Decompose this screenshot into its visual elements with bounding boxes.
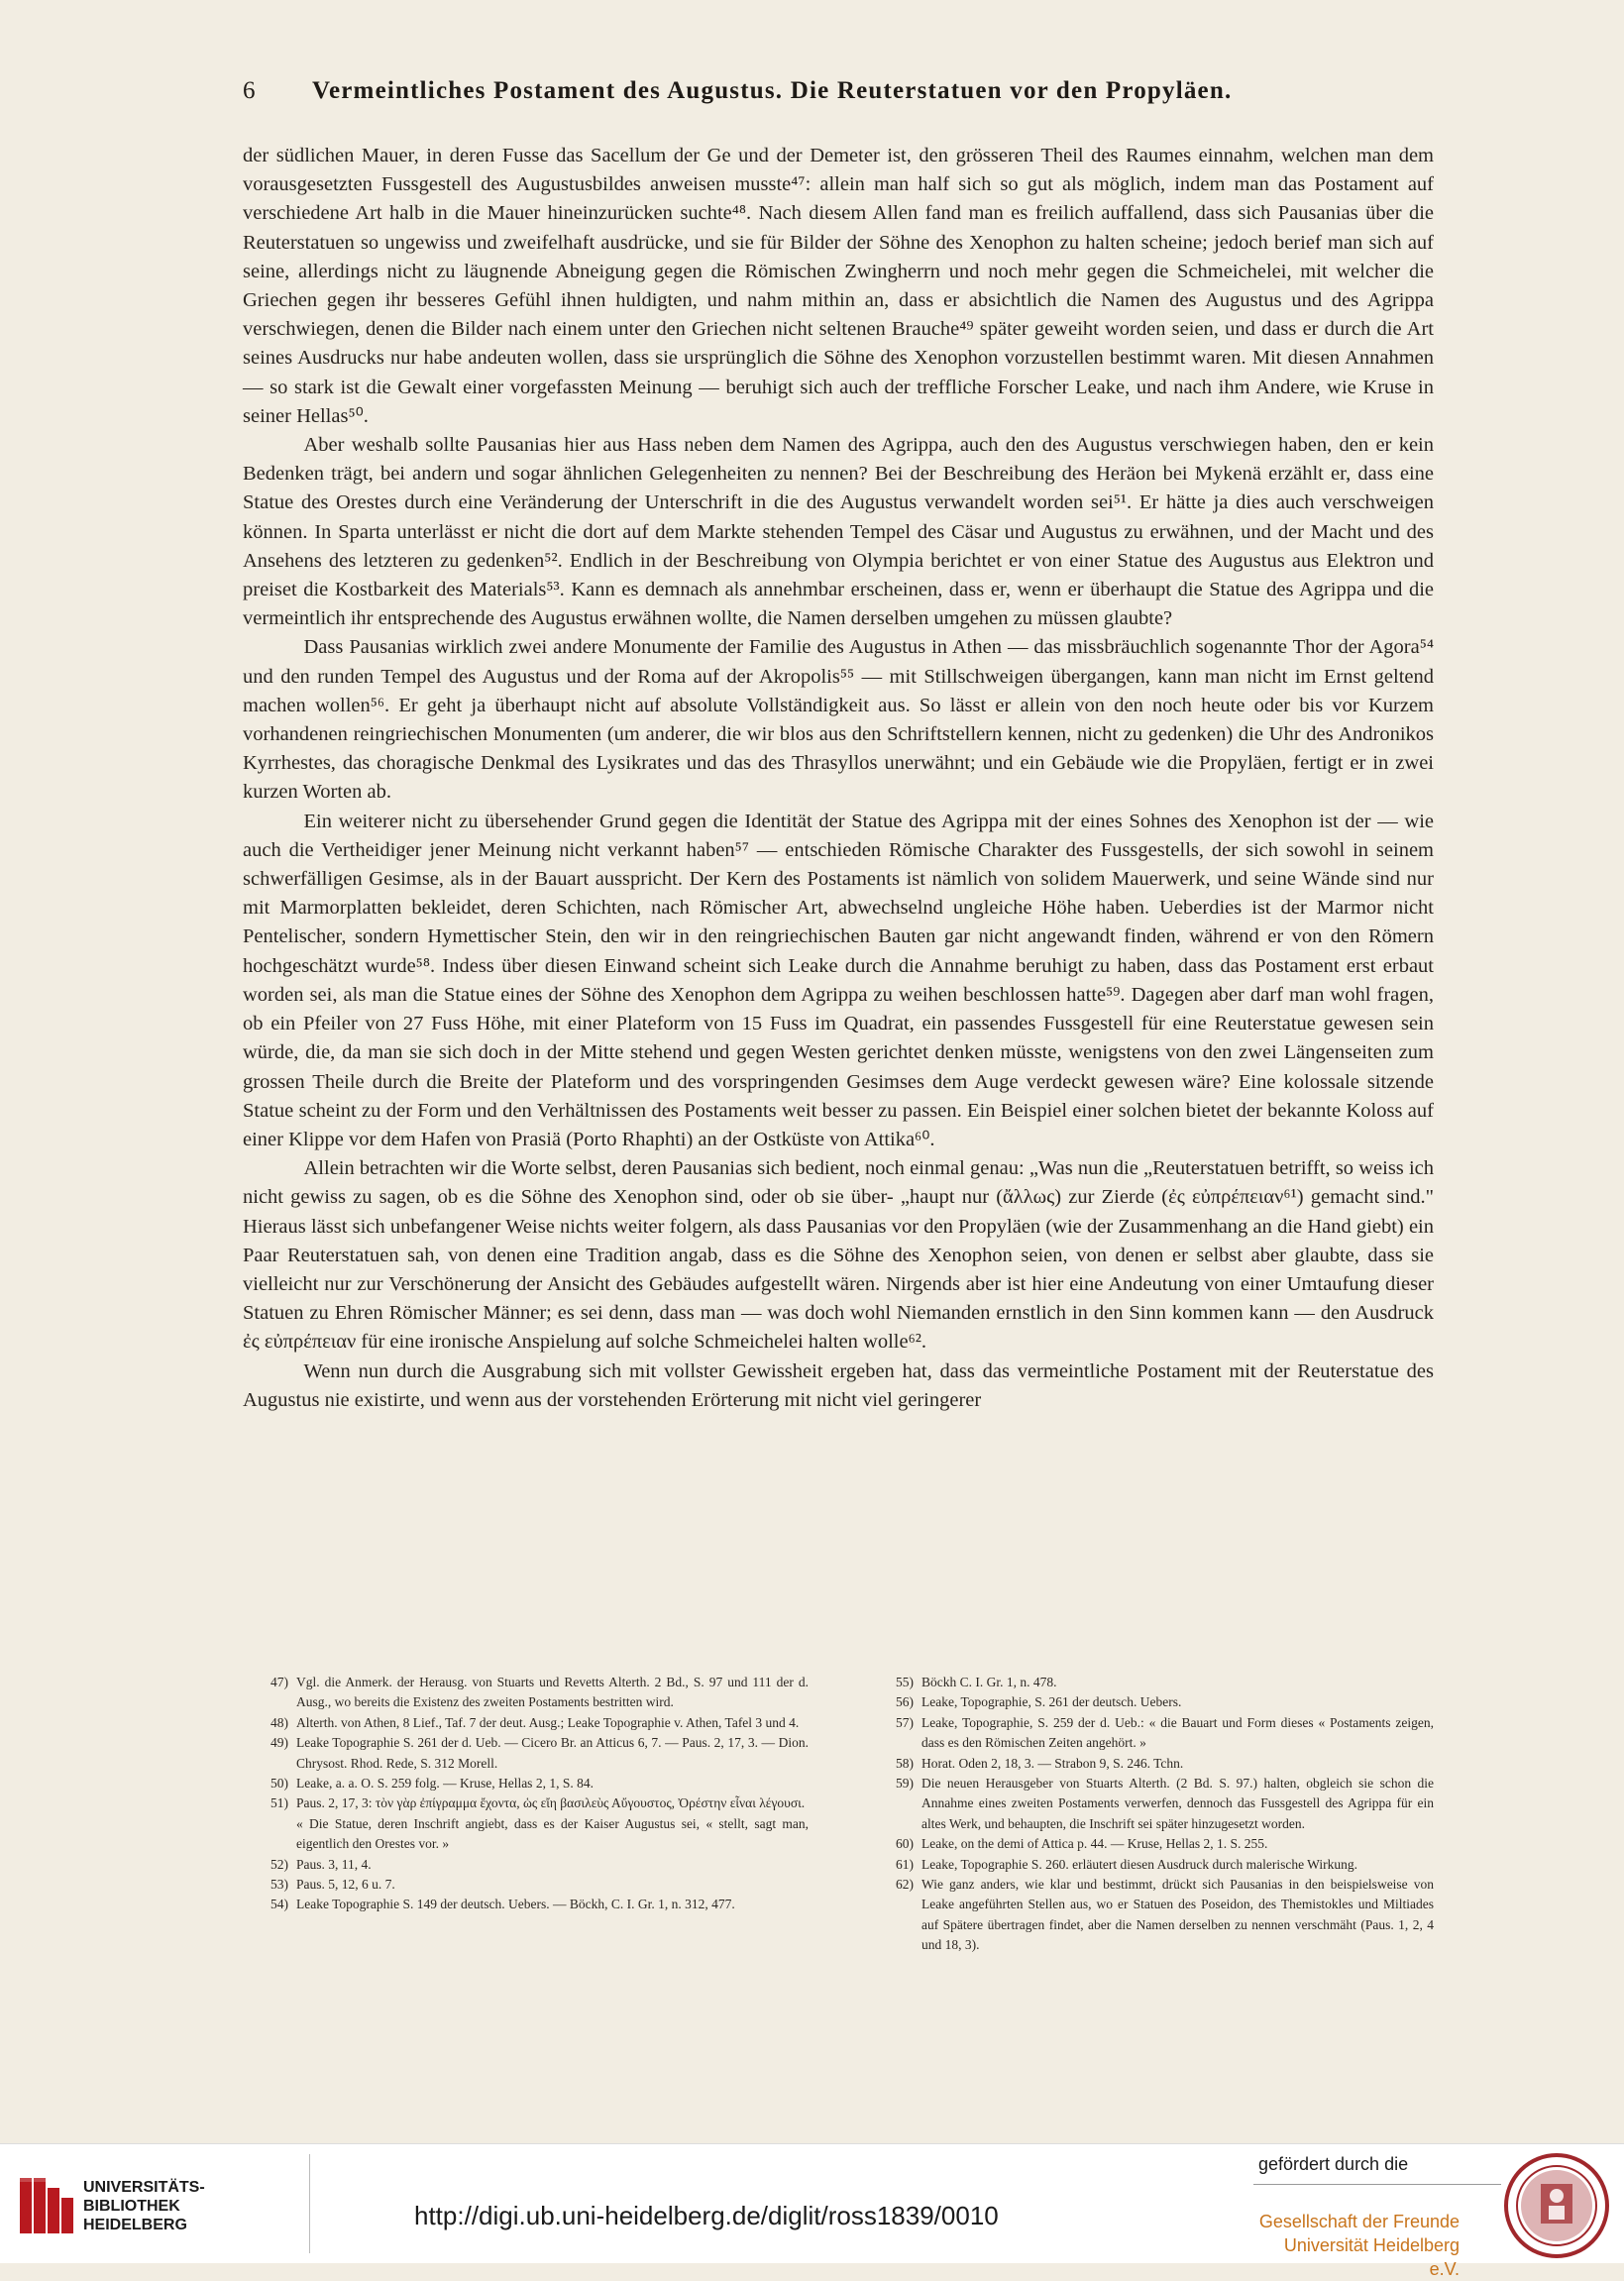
footnote-text: Paus. 2, 17, 3: τὸν γὰρ ἐπίγραμμα ἔχοντα, ὡς εἴη βασιλεὺς Αὔγουστος, Ὀρέστην εἶναι λέγουσι. [296, 1795, 806, 1811]
page-number: 6 [243, 77, 257, 104]
footnote [868, 1673, 1434, 1692]
footnote [243, 1875, 809, 1895]
footnote [868, 1774, 1434, 1834]
footnote-number: 51) [271, 1795, 288, 1811]
footnote-text: Leake, Topographie, S. 261 der deutsch. Uebers. [921, 1694, 1182, 1710]
footnote-continuation [243, 1814, 809, 1855]
library-name-line: BIBLIOTHEK [83, 2198, 180, 2215]
footnote [868, 1875, 1434, 1956]
paragraph: Aber weshalb sollte Pausanias hier aus Hass neben dem Namen des Agrippa, auch den des Augustus verschwiegen haben, den er kein Bedenken trägt, bei andern und sogar ähnlichen Gelegenheiten zu nennen? Bei der Beschreibung des Heräon bei Mykenä erzählt er, dass eine Statue des Orestes durch eine Veränderung der Unterschrift in die des Augustus verwandelt worden sei⁵¹. Er hätte ja dies auch verschweigen können. In Sparta unterlässt er nicht die dort auf dem Markte stehenden Tempel des Cäsar und Augustus zu erwähnen, und der Macht und des Ansehens des letzteren zu gedenken⁵². Endlich in der Beschreibung von Olympia berichtet er von einer Statue des Augustus aus Elektron und preiset die Kostbarkeit des Materials⁵³. Kann es demnach als annehmbar erscheinen, dass er, wenn er überhaupt die Statue des Agrippa und die vermeintlich ihr entsprechende des Augustus erwähnen wollte, die Namen derselben umgehen zu müssen glaubte? [243, 434, 1434, 630]
footnote [243, 1895, 809, 1914]
footnote-number: 54) [271, 1897, 288, 1912]
society-name[interactable] [1256, 2210, 1460, 2281]
footnote [243, 1855, 809, 1875]
footnote [243, 1774, 809, 1793]
library-logo-icon [20, 2178, 73, 2233]
digitization-footer [0, 2143, 1624, 2279]
library-name-line: HEIDELBERG [83, 2217, 187, 2233]
footnote-number: 62) [896, 1877, 914, 1893]
footnote [243, 1673, 809, 1713]
library-name [83, 2178, 205, 2234]
footnote-text: « Die Statue, deren Inschrift angiebt, dass es der Kaiser Augustus sei, « stellt, sagt man, eigentlich den Orestes vor. » [296, 1815, 809, 1852]
funded-divider [1253, 2184, 1501, 2185]
footnote-text: Leake, on the demi of Attica p. 44. — Kruse, Hellas 2, 1. S. 255. [921, 1836, 1268, 1852]
footnote-number: 55) [896, 1675, 914, 1689]
footnote [243, 1793, 809, 1813]
footnote-text: Wie ganz anders, wie klar und bestimmt, drückt sich Pausanias in den beispielsweise von Leake angeführten Stellen aus, wo er Statuen des Poseidon, des Themistokles und Miltiades auf Spätere übertragen findet, aber die Namen derselben zu nennen verschmäht (Paus. 1, 2, 4 und 18, 3). [921, 1877, 1434, 1953]
footnote-number: 47) [271, 1675, 288, 1689]
footnote-number: 49) [271, 1735, 288, 1751]
paragraph: Ein weiterer nicht zu übersehender Grund gegen die Identität der Statue des Agrippa mit der eines Sohnes des Xenophon ist der — wie auch die Vertheidiger jener Meinung nicht verkannt haben⁵⁷ — entschieden Römische Charakter des Fussgestells, der sich sowohl in seinem schwerfälligen Gesimse, als in der Bauart ausspricht. Der Kern des Postaments ist nämlich von solidem Mauerwerk, und seine Wände sind nur mit Marmorplatten bekleidet, deren Schichten, nach Römischer Art, abwechselnd ungleiche Höhe haben. Ueberdies ist der Marmor nicht Pentelischer, sondern Hymettischer Stein, den wir in den reingriechischen Bauten gar nicht angewandt finden, während er von den Römern hochgeschätzt wurde⁵⁸. Indess über diesen Einwand scheint sich Leake durch die Annahme beruhigt zu haben, dass das Postament erst erbaut worden sei, als man die Statue eines der Söhne des Xenophon dem Agrippa zu weihen beschlossen hatte⁵⁹. Dagegen aber darf man wohl fragen, ob ein Pfeiler von 27 Fuss Höhe, mit einer Plateform von 15 Fuss im Quadrat, ein passendes Fussgestell für eine Reuterstatue gewesen sein würde, die, da man sie sich doch in der Mitte stehend und gegen Westen gerichtet denken müsste, wenigstens von den zwei Längenseiten zum grossen Theile durch die Breite der Plateform und des vorspringenden Gesimses dem Auge verdeckt gewesen wäre? Eine kolossale sitzende Statue scheint zu der Form und den Verhältnissen des Postaments weit besser zu passen. Ein Beispiel einer solchen bietet der bekannte Koloss auf einer Klippe vor dem Hafen von Prasiä (Porto Rhaphti) an der Ostküste von Attika⁶⁰. [243, 810, 1434, 1150]
footnote-number: 53) [271, 1877, 288, 1893]
footnote-text: Leake, a. a. O. S. 259 folg. — Kruse, Hellas 2, 1, S. 84. [296, 1776, 594, 1792]
paragraph: Wenn nun durch die Ausgrabung sich mit vollster Gewissheit ergeben hat, dass das vermeintliche Postament mit der Reuterstatue des Augustus nie existirte, und wenn aus der vorstehenden Erörterung mit nicht viel geringerer [243, 1359, 1434, 1411]
footnote-number: 56) [896, 1694, 914, 1710]
library-name-line: UNIVERSITÄTS- [83, 2179, 205, 2196]
paragraph: der südlichen Mauer, in deren Fusse das Sacellum der Ge und der Demeter ist, den grösseren Theil des Raumes einnahm, welchen man dem vorausgesetzten Fussgestell des Augustusbildes anweisen musste⁴⁷: allein man half sich so gut als möglich, indem man das Postament auf verschiedene Art halb in die Mauer hineinzurücken suchte⁴⁸. Nach diesem Allen fand man es freilich auffallend, dass sich Pausanias über die Reuterstatuen so ungewiss und zweifelhaft ausdrücke, und sie für Bilder der Söhne des Xenophon zu halten scheine; jedoch berief man sich auf seine, allerdings nicht zu läugnende Abneigung gegen die Römischen Zwingherrn und noch mehr gegen die Schmeichelei, mit welcher die Griechen gegen ihr besseres Gefühl ihnen huldigten, und nahm mithin an, dass er absichtlich die Namen des Augustus und des Agrippa verschwiegen, denen die Bilder nach einem unter den Griechen nicht seltenen Brauche⁴⁹ später geweiht worden seien, und dass er durch die Art seines Ausdrucks nur habe andeuten wollen, dass sie ursprünglich die Söhne des Xenophon vorzustellen bestimmt waren. Mit diesen Annahmen — so stark ist die Gewalt einer vorgefassten Meinung — beruhigt sich auch der treffliche Forscher Leake, und nach ihm Andere, wie Kruse in seiner Hellas⁵⁰. [243, 145, 1434, 427]
footnote-text: Böckh C. I. Gr. 1, n. 478. [921, 1675, 1057, 1689]
footnote [868, 1692, 1434, 1712]
footnote-number: 59) [896, 1776, 914, 1792]
footnotes-right-column [868, 1673, 1434, 1956]
footnotes-left-column [243, 1673, 809, 1956]
footnote-text: Leake Topographie S. 149 der deutsch. Uebers. — Böckh, C. I. Gr. 1, n. 312, 477. [296, 1897, 735, 1912]
footnote-number: 57) [896, 1714, 914, 1730]
main-text [243, 142, 1434, 1415]
footnote [868, 1834, 1434, 1854]
footnote-text: Alterth. von Athen, 8 Lief., Taf. 7 der deut. Ausg.; Leake Topographie v. Athen, Tafel 3 und 4. [296, 1714, 800, 1730]
footnote-text: Vgl. die Anmerk. der Herausg. von Stuarts und Revetts Alterth. 2 Bd., S. 97 und 111 der d. Ausg., wo bereits die Existenz des zweiten Postaments bestritten wird. [296, 1675, 809, 1710]
footnote-number: 50) [271, 1776, 288, 1792]
footnote-number: 60) [896, 1836, 914, 1852]
footnote-text: Leake, Topographie S. 260. erläutert diesen Ausdruck durch malerische Wirkung. [921, 1856, 1358, 1872]
footnote-text: Paus. 5, 12, 6 u. 7. [296, 1877, 395, 1893]
funded-by-label: gefördert durch die [1258, 2154, 1409, 2174]
footnote [868, 1754, 1434, 1774]
footnote-number: 61) [896, 1856, 914, 1872]
footer-divider [309, 2154, 310, 2253]
society-name-line: Gesellschaft der Freunde [1258, 2212, 1460, 2231]
footnote-text: Leake Topographie S. 261 der d. Ueb. — Cicero Br. an Atticus 6, 7. — Paus. 2, 17, 3. — Dion. Chrysost. Rhod. Rede, S. 312 Morell. [296, 1735, 809, 1771]
paragraph: Allein betrachten wir die Worte selbst, deren Pausanias sich bedient, noch einmal genau: „Was nun die „Reuterstatuen betrifft, so weiss ich nicht gewiss zu sagen, ob es die Söhne des Xenophon sind, oder ob sie über- „haupt nur (ἄλλως) zur Zierde (ἐς εὐπρέπειαν⁶¹) gemacht sind." Hieraus lässt sich unbefangener Weise nichts weiter folgern, als dass Pausanias vor den Propyläen (wie der Zusammenhang an die Hand giebt) ein Paar Reuterstatuen sah, von denen eine Tradition angab, dass es die Söhne des Xenophon seien, von denen er selbst aber glaubte, dass sie vielleicht nur zur Verschönerung der Ansicht des Gebäudes aufgestellt wären. Nirgends aber ist hier eine Andeutung von einer Umtaufung dieser Statuen zu Ehren Römischer Männer; es sei denn, dass man — was doch wohl Niemanden ernstlich in den Sinn kommen kann — den Ausdruck ἐς εὐπρέπειαν für eine ironische Anspielung auf solche Schmeichelei halten wolle⁶². [243, 1157, 1434, 1354]
society-name-line: Universität Heidelberg e.V. [1283, 2235, 1460, 2279]
footnote [868, 1713, 1434, 1754]
paragraph: Dass Pausanias wirklich zwei andere Monumente der Familie des Augustus in Athen — das missbräuchlich sogenannte Thor der Agora⁵⁴ und den runden Tempel des Augustus und der Roma auf der Akropolis⁵⁵ — mit Stillschweigen übergangen, kann man nicht im Ernst geltend machen wollen⁵⁶. Er geht ja überhaupt nicht auf absolute Vollständigkeit aus. So lässt er allein von den noch heute oder bis vor Kurzem vorhandenen reingriechischen Monumenten (um anderer, die wir blos aus den Schriftstellern kennen, nicht zu gedenken) die Uhr des Andronikos Kyrrhestes, das choragische Denkmal des Lysikrates und das des Thrasyllos unerwähnt; und ein Gebäude wie die Propyläen, fertigt er in zwei kurzen Worten ab. [243, 636, 1434, 804]
footnote-text: Horat. Oden 2, 18, 3. — Strabon 9, S. 246. Tchn. [921, 1755, 1184, 1771]
footnote [243, 1733, 809, 1774]
running-header [243, 77, 1372, 105]
footnote-number: 48) [271, 1714, 288, 1730]
footnote-text: Die neuen Herausgeber von Stuarts Alterth. (2 Bd. S. 97.) halten, obgleich sie schon die Annahme eines zweiten Postaments verwerfen, dennoch das Fussgestell des Agrippa für ein altes Werk, und behaupten, die Inschrift sei später hinzugesetzt worden. [921, 1776, 1434, 1831]
footnote [868, 1855, 1434, 1875]
footnote-text: Paus. 3, 11, 4. [296, 1856, 372, 1872]
footnotes [243, 1673, 1434, 1956]
permalink-url[interactable]: http://digi.ub.uni-heidelberg.de/diglit/ross1839/0010 [414, 2201, 999, 2230]
footnote [243, 1713, 809, 1733]
running-title: Vermeintliches Postament des Augustus. Die Reuterstatuen vor den Propyläen. [312, 77, 1233, 104]
library-logo[interactable] [16, 2166, 244, 2245]
footnote-text: Leake, Topographie, S. 259 der d. Ueb.: « die Bauart und Form dieses « Postaments zeigen, dass es den Römischen Zeiten angehört. » [921, 1714, 1434, 1751]
university-seal-icon [1503, 2152, 1610, 2259]
footnote-number: 58) [896, 1755, 914, 1771]
footnote-number: 52) [271, 1856, 288, 1872]
